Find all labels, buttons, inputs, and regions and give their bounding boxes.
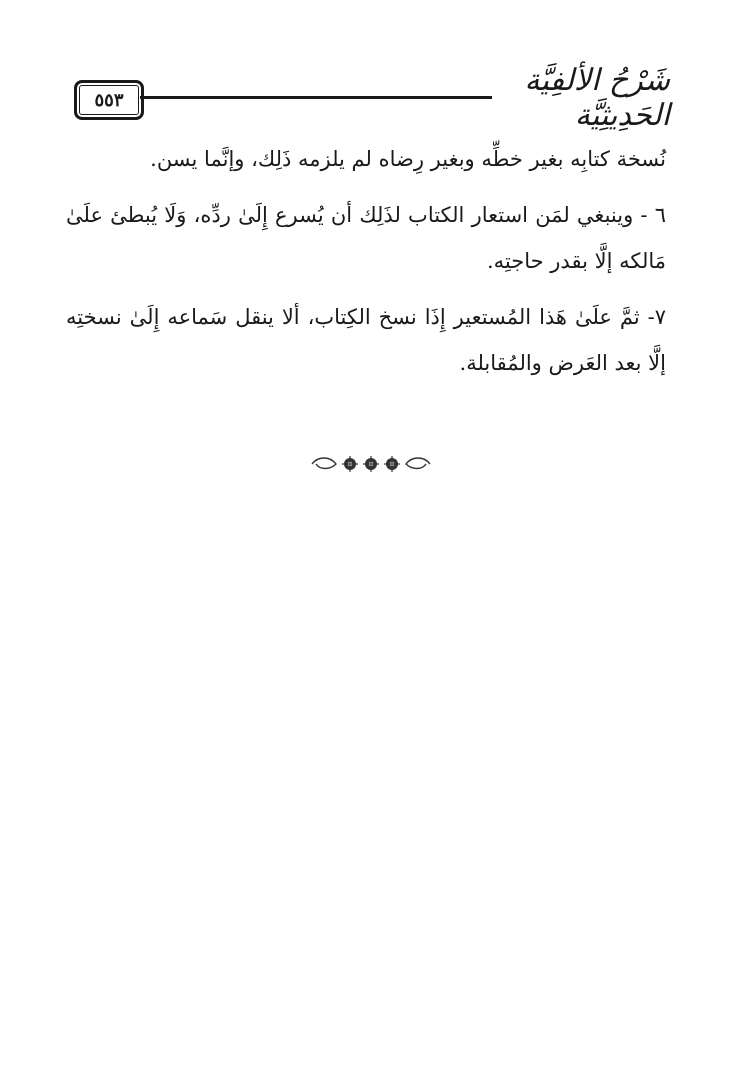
- paragraph-1: نُسخة كتابِه بغير خطِّه وبغير رِضاه لم يلزمه ذَلِك، وإنَّما يسن.: [150, 147, 666, 171]
- header-rule: [140, 96, 492, 99]
- floral-divider-icon: [308, 452, 434, 476]
- page-content: [66, 136, 666, 396]
- paragraph-2: ٦ - وينبغي لمَن استعار الكتاب لذَلِك أن يُسرع إِلَىٰ ردِّه، وَلَا يُبطئ علَىٰ مَالكه إلَّا بقدر حاجتِه.: [66, 203, 666, 273]
- page-number: ٥٥٣: [74, 80, 144, 120]
- page-header: [70, 63, 670, 133]
- book-title: شَرْحُ الألفِيَّة الحَدِيثِيَّة: [524, 63, 670, 133]
- paragraph-3: ٧- ثمَّ علَىٰ هَذا المُستعير إِذَا نسخ الكِتاب، ألا ينقل سَماعه إِلَىٰ نسختِه إلَّا بعد العَرض والمُقابلة.: [66, 305, 666, 375]
